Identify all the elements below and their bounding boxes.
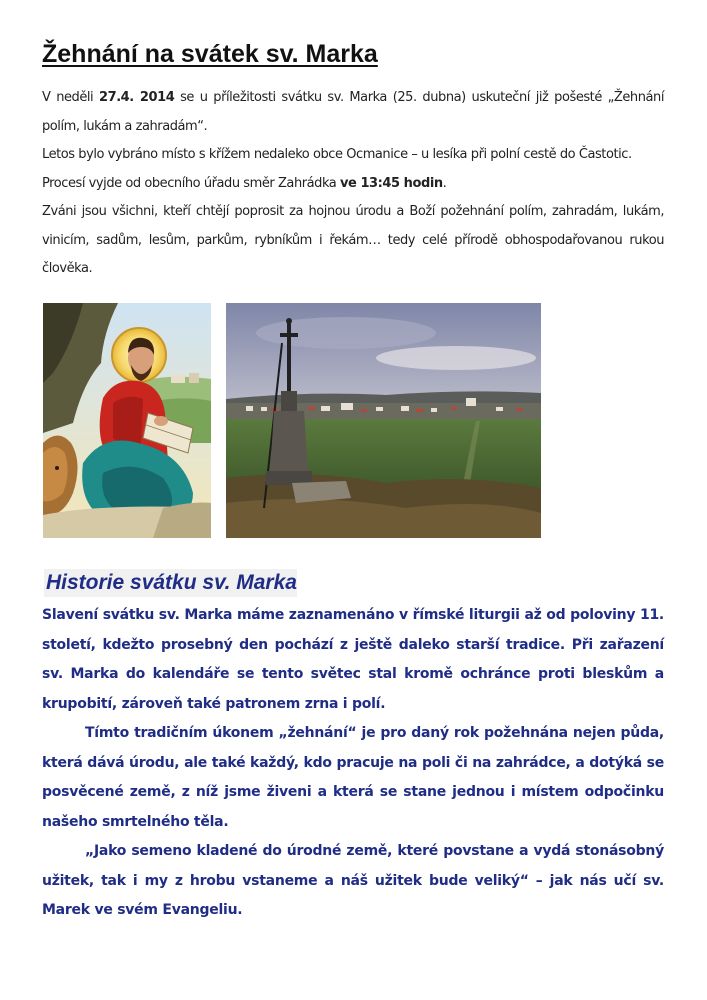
intro-paragraph-3 [42,170,664,199]
event-date: 27.4. 2014 [99,90,175,105]
intro-paragraph-4: Zváni jsou všichni, kteří chtějí poprosit za hojnou úrodu a Boží požehnání polím, zahradám, lukám, vinicím, sadům, lesům, parkům, rybníkům i řekám… tedy celé přírodě obhospodařovanou rukou člověka. [42,204,664,276]
history-section [42,601,664,926]
history-paragraph-3: „Jako semeno kladené do úrodné země, které povstane a vydá stonásobný užitek, tak i my z hrobu vstaneme a náš užitek bude veliký“ – jak nás učí sv. Marek ve svém Evangeliu. [42,843,664,918]
saint-mark-image [43,303,211,538]
event-time: ve 13:45 hodin [340,175,443,191]
intro-text: V neděli [42,90,99,105]
intro-section [42,84,664,284]
history-paragraph-1: Slavení svátku sv. Marka máme zaznamenáno v římské liturgii až od poloviny 11. století, kdežto prosebný den pochází z ještě daleko starší tradice. Při zařazení sv. Marka do kalendáře se tento světec stal kromě ochránce proti bleskům a krupobití, zároveň také patronem zrna i polí. [42,607,664,712]
intro-text: . [442,175,447,191]
history-paragraph-2: Tímto tradičním úkonem „žehnání“ je pro daný rok požehnána nejen půda, která dává úrodu, ale také každý, kdo pracuje na poli či na zahrádce, a dotýká se posvěcené země, z níž jsme živeni a která se stane jednou i místem odpočinku našeho smrtelného těla. [42,725,664,830]
page-title: Žehnání na svátek sv. Marka [42,40,378,68]
intro-paragraph-2: Letos bylo vybráno místo s křížem nedaleko obce Ocmanice – u lesíka při polní cestě do Častotic. [42,147,632,162]
history-heading: Historie svátku sv. Marka [44,569,297,597]
intro-text: Procesí vyjde od obecního úřadu směr Zahrádka [42,175,340,191]
intro-paragraph-1 [42,84,664,141]
field-cross-image [226,303,541,538]
intro-text: se u příležitosti svátku sv. Marka (25. dubna) uskuteční již pošesté „Žehnání polím, lukám a zahradám“. [42,90,664,134]
